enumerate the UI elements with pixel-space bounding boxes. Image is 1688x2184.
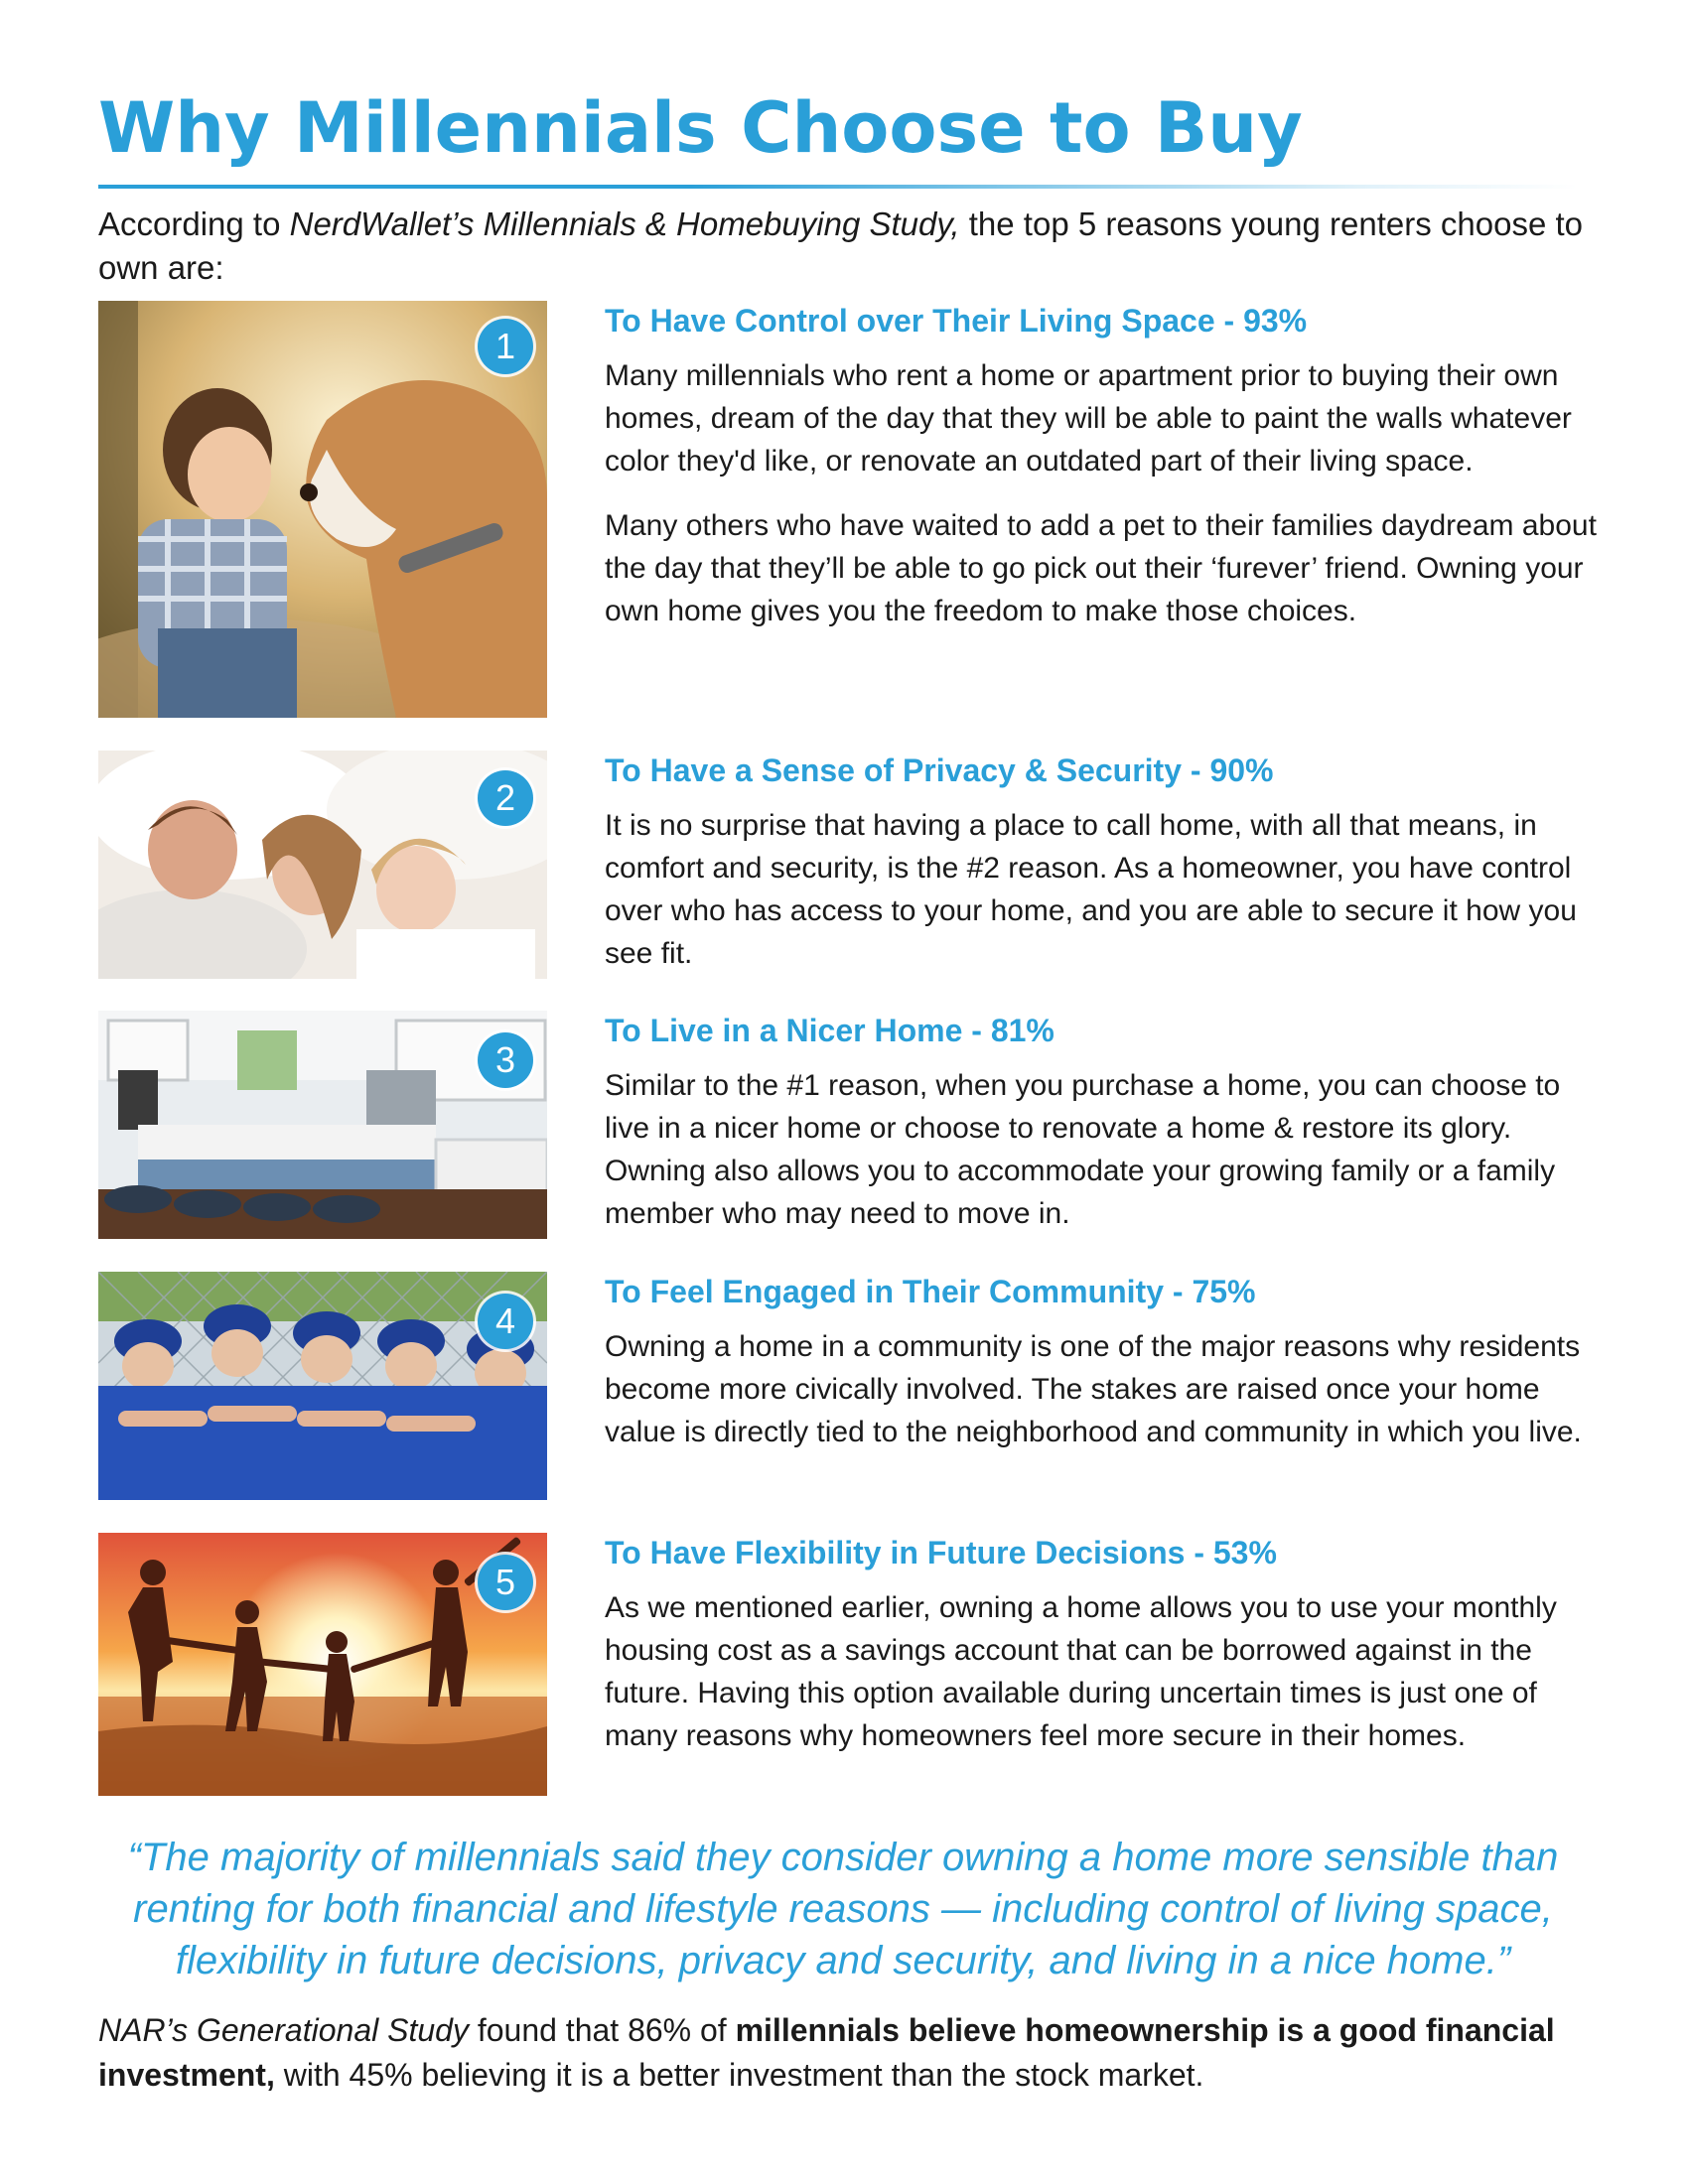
reason-paragraph: As we mentioned earlier, owning a home allows you to use your monthly housing cost as a savings account that can be borrowed against in the future. Having this option available during uncertain times is just one of many reasons why homeowners feel more secure in their homes. xyxy=(605,1591,1557,1752)
reason-number-badge: 2 xyxy=(478,770,533,826)
reason-paragraph: Many others who have waited to add a pet to their families daydream about the day that they’ll be able to go pick out their ‘furever’ friend. Owning your own home gives you the freedom to make those choices. xyxy=(605,509,1597,627)
footer-bold: millennials believe homeownership is a good financial investment, xyxy=(98,2012,1555,2093)
reason-heading: To Feel Engaged in Their Community - 75% xyxy=(605,1274,1256,1309)
intro-source: NerdWallet’s Millennials & Homebuying Study, xyxy=(289,205,960,242)
reason-content xyxy=(605,1011,1598,1235)
reason-content xyxy=(605,1533,1598,1757)
reason-paragraph: Many millennials who rent a home or apartment prior to buying their own homes, dream of the day that they will be able to paint the walls whatever color they'd like, or renovate an outdated part of their living space. xyxy=(605,359,1572,478)
reason-section-5 xyxy=(98,1533,1588,1796)
reason-paragraph: It is no surprise that having a place to call home, with all that means, in comfort and security, is the #2 reason. As a homeowner, you have control over who has access to your home, and you are able to secure it how you see fit. xyxy=(605,809,1577,970)
reason-number-badge: 3 xyxy=(478,1032,533,1088)
reason-heading: To Have Control over Their Living Space - 93% xyxy=(605,303,1308,339)
reason-paragraph: Owning a home in a community is one of the major reasons why residents become more civically involved. The stakes are raised once your home value is directly tied to the neighborhood and community in which you live. xyxy=(605,1330,1582,1448)
reason-section-1 xyxy=(98,301,1597,718)
pull-quote: “The majority of millennials said they consider owning a home more sensible than renting for both financial and lifestyle reasons — including control of living space, flexibility in future decisions, privacy and security, and living in a nice home.” xyxy=(127,1836,1559,1982)
footer-middle: found that 86% of xyxy=(468,2012,736,2048)
reason-number-badge: 1 xyxy=(478,319,533,374)
intro-after: the top 5 reasons young renters choose to own are: xyxy=(98,205,1583,286)
title-rule xyxy=(98,185,1578,189)
reason-heading: To Have a Sense of Privacy & Security - 90% xyxy=(605,752,1274,788)
reason-paragraph: Similar to the #1 reason, when you purchase a home, you can choose to live in a nicer home or choose to renovate a home & restore its glory. Owning also allows you to accommodate your growing family or a family member who may need to move in. xyxy=(605,1069,1561,1230)
footer-source: NAR’s Generational Study xyxy=(98,2012,469,2048)
reason-heading: To Have Flexibility in Future Decisions - 53% xyxy=(605,1535,1277,1570)
reason-number-badge: 4 xyxy=(478,1294,533,1349)
kitchen-photo xyxy=(98,1011,547,1239)
reason-section-3 xyxy=(98,1011,1588,1239)
reason-content xyxy=(605,751,1598,975)
footer-end: with 45% believing it is a better investment than the stock market. xyxy=(274,2057,1204,2093)
footer-note xyxy=(98,2008,1588,2098)
page-title: Why Millennials Choose to Buy xyxy=(98,87,1303,169)
kids-baseball-team-photo xyxy=(98,1272,547,1500)
reason-heading: To Live in a Nicer Home - 81% xyxy=(605,1013,1055,1048)
reason-number-badge: 5 xyxy=(478,1555,533,1610)
reason-section-4 xyxy=(98,1272,1588,1500)
boy-and-dog-photo xyxy=(98,301,547,718)
intro-before: According to xyxy=(98,205,290,242)
intro-text xyxy=(98,203,1588,290)
reason-content xyxy=(605,1272,1598,1453)
reason-content xyxy=(605,301,1598,632)
reason-section-2 xyxy=(98,751,1588,979)
